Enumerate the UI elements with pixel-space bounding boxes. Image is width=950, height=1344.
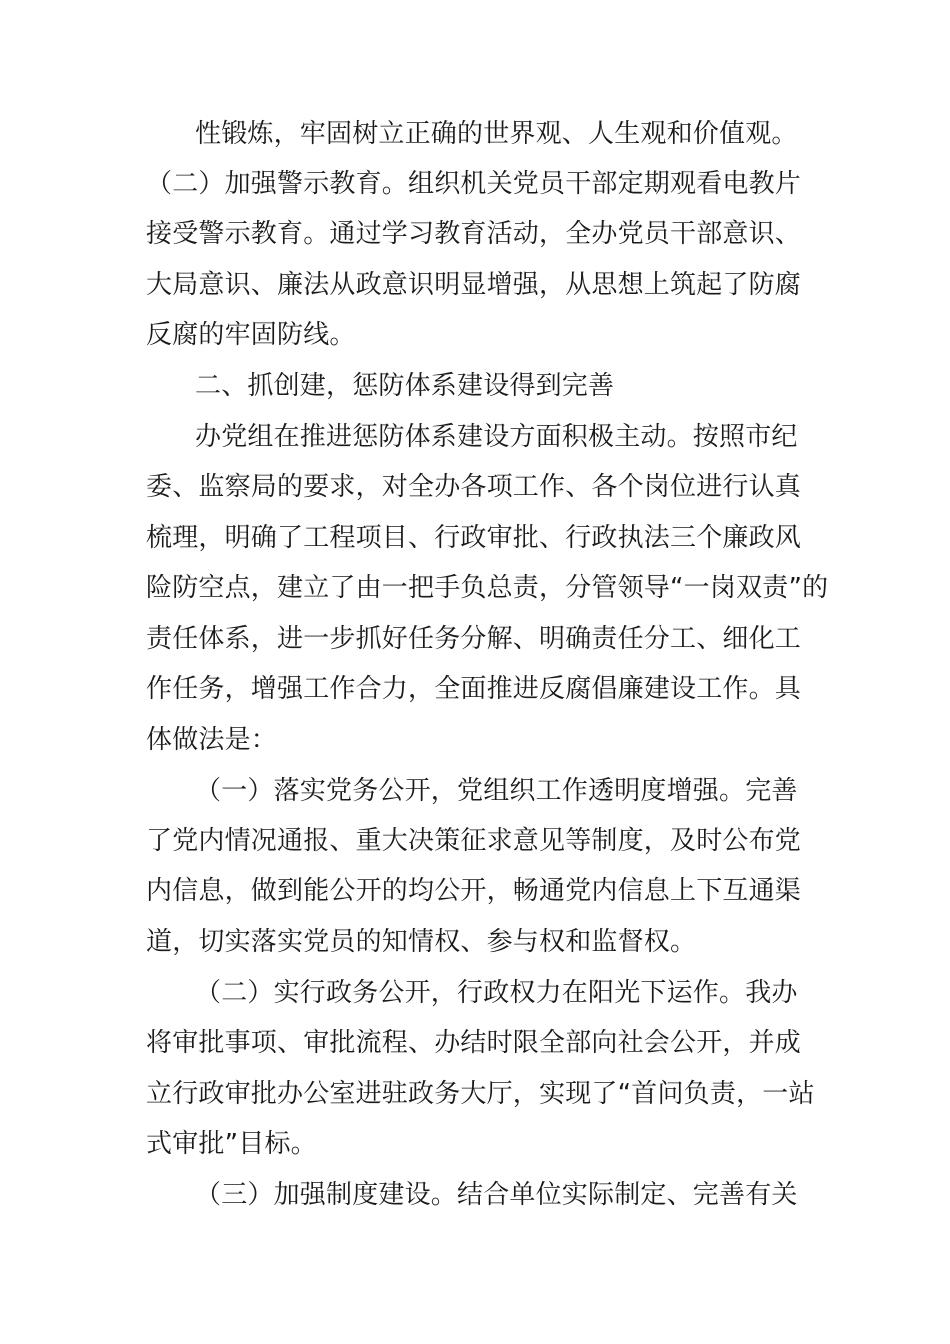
text-line: （二）加强警示教育。组织机关党员干部定期观看电教片	[146, 169, 802, 199]
text-line: 内信息，做到能公开的均公开，畅通党内信息上下互通渠	[146, 876, 802, 906]
text-line: 接受警示教育。通过学习教育活动，全办党员干部意识、	[146, 219, 802, 249]
text-line: 作任务，增强工作合力，全面推进反腐倡廉建设工作。具	[146, 674, 802, 704]
text-line: （二）实行政务公开，行政权力在阳光下运作。我办	[195, 978, 798, 1008]
text-line: 大局意识、廉法从政意识明显增强，从思想上筑起了防腐	[146, 270, 802, 300]
text-line: 体做法是：	[146, 725, 278, 755]
text-line: 梳理，明确了工程项目、行政审批、行政执法三个廉政风	[146, 523, 802, 553]
text-line: （一）落实党务公开，党组织工作透明度增强。完善	[195, 776, 798, 806]
text-line: 责任体系，进一步抓好任务分解、明确责任分工、细化工	[146, 624, 802, 654]
text-line: 立行政审批办公室进驻政务大厅，实现了“首问负责，一站	[146, 1079, 815, 1109]
text-line: 将审批事项、审批流程、办结时限全部向社会公开，并成	[146, 1028, 802, 1058]
section-heading: 二、抓创建，惩防体系建设得到完善	[195, 371, 615, 401]
text-line: 办党组在推进惩防体系建设方面积极主动。按照市纪	[195, 422, 798, 452]
text-line: 道，切实落实党员的知情权、参与权和监督权。	[146, 927, 697, 957]
text-line: 性锻炼，牢固树立正确的世界观、人生观和价值观。	[195, 119, 798, 149]
text-line: （三）加强制度建设。结合单位实际制定、完善有关	[195, 1180, 798, 1210]
text-line: 了党内情况通报、重大决策征求意见等制度，及时公布党	[146, 826, 802, 856]
text-line: 式审批”目标。	[146, 1129, 317, 1159]
text-line: 反腐的牢固防线。	[146, 320, 356, 350]
text-line: 险防空点，建立了由一把手负总责，分管领导“一岗双责”的	[146, 573, 829, 603]
text-line: 委、监察局的要求，对全办各项工作、各个岗位进行认真	[146, 472, 802, 502]
